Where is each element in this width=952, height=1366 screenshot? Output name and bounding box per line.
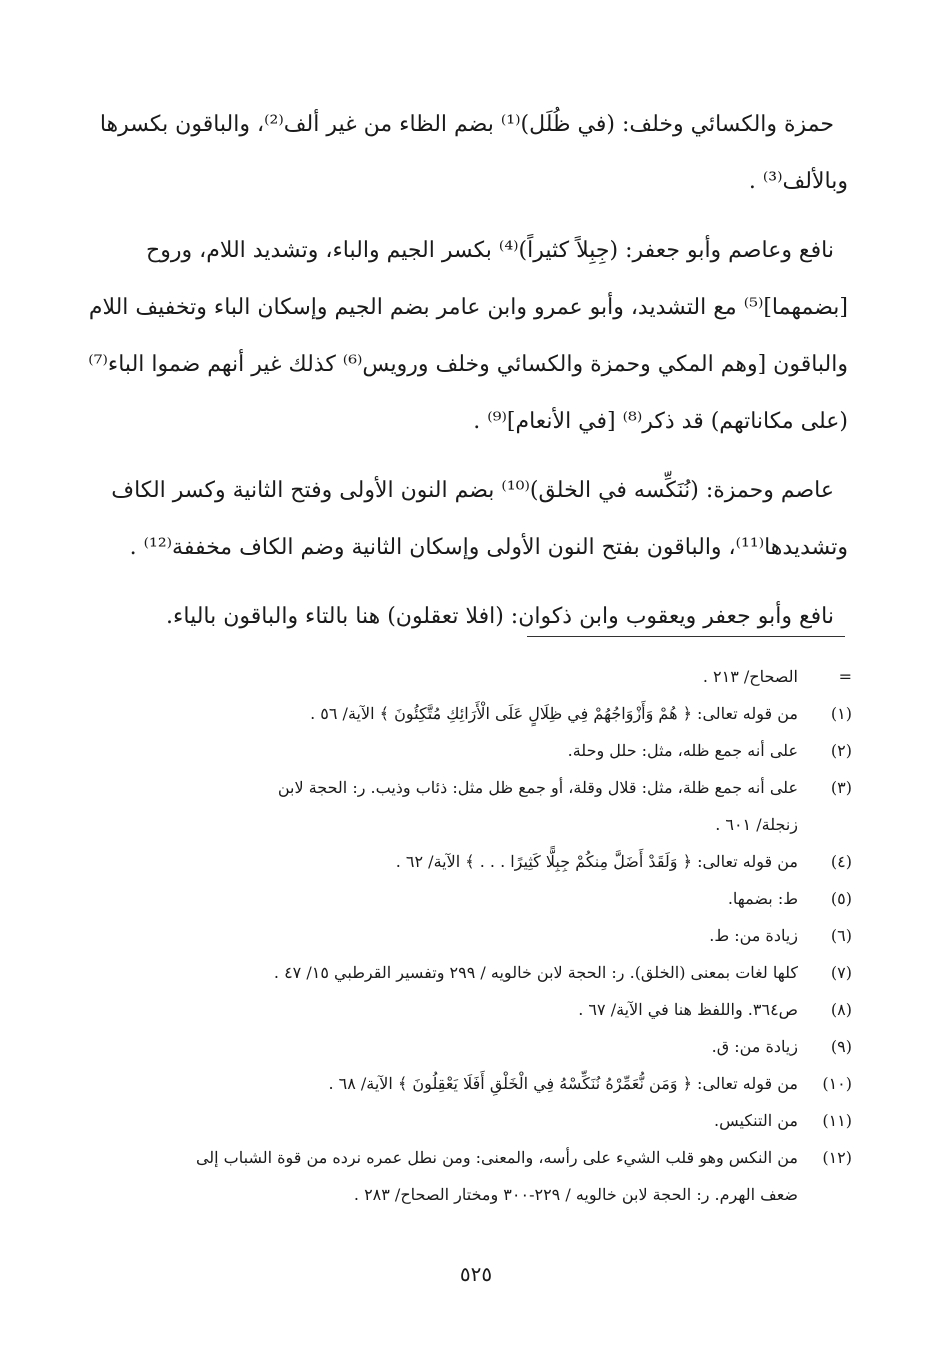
footnote-text: ص٣٦٤. واللفظ هنا في الآية/ ٦٧ . xyxy=(578,1000,798,1019)
text-line: نافع وعاصم وأبو جعفر: (جِبِلاً كثيراً)⁽⁴⁾ بكسر الجيم والباء، وتشديد اللام، وروح xyxy=(146,238,834,263)
text-line: عاصم وحمزة: (نُنَكِّسه في الخلق)⁽¹⁰⁾ بضم النون الأولى وفتح الثانية وكسر الكاف xyxy=(111,478,834,503)
page-number: ٥٢٥ xyxy=(459,1262,493,1286)
footnote-divider xyxy=(527,636,845,637)
footnote-number: (١) xyxy=(830,704,852,723)
footnote-number: (٨) xyxy=(830,1000,852,1019)
footnote-text: زيادة من: ط. xyxy=(709,926,798,945)
footnote-text: زنجلة/ ٦٠١ . xyxy=(715,815,798,834)
footnote-number: (٧) xyxy=(830,963,852,982)
footnote-text: على أنه جمع ظله، مثل: حلل وحلة. xyxy=(567,741,798,760)
footnote-text: زيادة من: ق. xyxy=(711,1037,798,1056)
footnote-number: (١١) xyxy=(822,1111,852,1130)
main-text xyxy=(86,96,848,657)
footnote-text: ط: بضمها. xyxy=(727,889,798,908)
footnote-number: (٥) xyxy=(830,889,852,908)
footnote-text: على أنه جمع ظلة، مثل: قلال وقلة، أو جمع ظل مثل: ذئاب وذيب. ر: الحجة لابن xyxy=(277,778,798,797)
footnote-text: من قوله تعالى: ﴿ هُمْ وَأَزْوَاجُهُمْ فِي ظِلَالٍ عَلَى الْأَرَائِكِ مُتَّكِئُونَ ﴾ الآية/ ٥٦ . xyxy=(310,704,798,723)
text-line: حمزة والكسائي وخلف: (في ظُلَل)⁽¹⁾ بضم الظاء من غير ألف⁽²⁾، والباقون بكسرها xyxy=(99,112,834,137)
footnote-5 xyxy=(82,880,852,917)
footnote-7 xyxy=(82,954,852,991)
footnote-8 xyxy=(82,991,852,1028)
footnote-text: كلها لغات بمعنى (الخلق). ر: الحجة لابن خالويه / ٢٩٩ وتفسير القرطبي ١٥/ ٤٧ . xyxy=(273,963,798,982)
text-line: وبالألف⁽³⁾ . xyxy=(748,169,848,194)
footnote-number: (٢) xyxy=(830,741,852,760)
footnote-continuation xyxy=(82,658,852,695)
footnote-1 xyxy=(82,695,852,732)
footnote-text: من قوله تعالى: ﴿ وَلَقَدْ أَضَلَّ مِنكُمْ جِبِلًّا كَثِيرًا . . . ﴾ الآية/ ٦٢ . xyxy=(395,852,798,871)
footnote-number: (٤) xyxy=(830,852,852,871)
footnote-text: من التنكيس. xyxy=(714,1111,798,1130)
footnotes xyxy=(82,658,852,1213)
footnote-text: ضعف الهرم. ر: الحجة لابن خالويه / ٢٢٩-٣٠٠ ومختار الصحاح/ ٢٨٣ . xyxy=(353,1185,798,1204)
footnote-number: (٣) xyxy=(830,778,852,797)
text-line: والباقون [وهم المكي وحمزة والكسائي وخلف ورويس⁽⁶⁾ كذلك غير أنهم ضموا الباء⁽⁷⁾ xyxy=(88,352,848,377)
footnote-marker: = xyxy=(838,667,852,686)
text-line: [بضمهما]⁽⁵⁾ مع التشديد، وأبو عمرو وابن عامر بضم الجيم وإسكان الباء وتخفيف اللام xyxy=(88,295,848,320)
footnote-11 xyxy=(82,1102,852,1139)
footnote-3 xyxy=(82,769,852,843)
footnote-4 xyxy=(82,843,852,880)
footnote-text: من قوله تعالى: ﴿ وَمَن نُّعَمِّرْهُ نُنَكِّسْهُ فِي الْخَلْقِ أَفَلَا يَعْقِلُونَ ﴾ الآية/ ٦٨ . xyxy=(328,1074,798,1093)
paragraph-3 xyxy=(86,462,848,576)
footnote-10 xyxy=(82,1065,852,1102)
text-line: (على مكاناتهم) قد ذكر⁽⁸⁾ [في الأنعام]⁽⁹⁾ . xyxy=(473,409,848,434)
footnote-6 xyxy=(82,917,852,954)
footnote-2 xyxy=(82,732,852,769)
paragraph-1 xyxy=(86,96,848,210)
paragraph-2 xyxy=(86,222,848,450)
footnote-text: من النكس وهو قلب الشيء على رأسه، والمعنى: ومن نطل عمره نرده من قوة الشباب إلى xyxy=(195,1148,798,1167)
footnote-12 xyxy=(82,1139,852,1213)
text-line: وتشديدها⁽¹¹⁾، والباقون بفتح النون الأولى وإسكان الثانية وضم الكاف مخففة⁽¹²⁾ . xyxy=(129,535,848,560)
footnote-text: الصحاح/ ٢١٣ . xyxy=(702,667,798,686)
footnote-number: (١٠) xyxy=(822,1074,852,1093)
footnote-9 xyxy=(82,1028,852,1065)
footnote-number: (١٢) xyxy=(822,1148,852,1167)
footnote-number: (٦) xyxy=(830,926,852,945)
footnote-number: (٩) xyxy=(830,1037,852,1056)
text-line: نافع وأبو جعفر ويعقوب وابن ذكوان: (افلا تعقلون) هنا بالتاء والباقون بالياء. xyxy=(166,604,834,629)
